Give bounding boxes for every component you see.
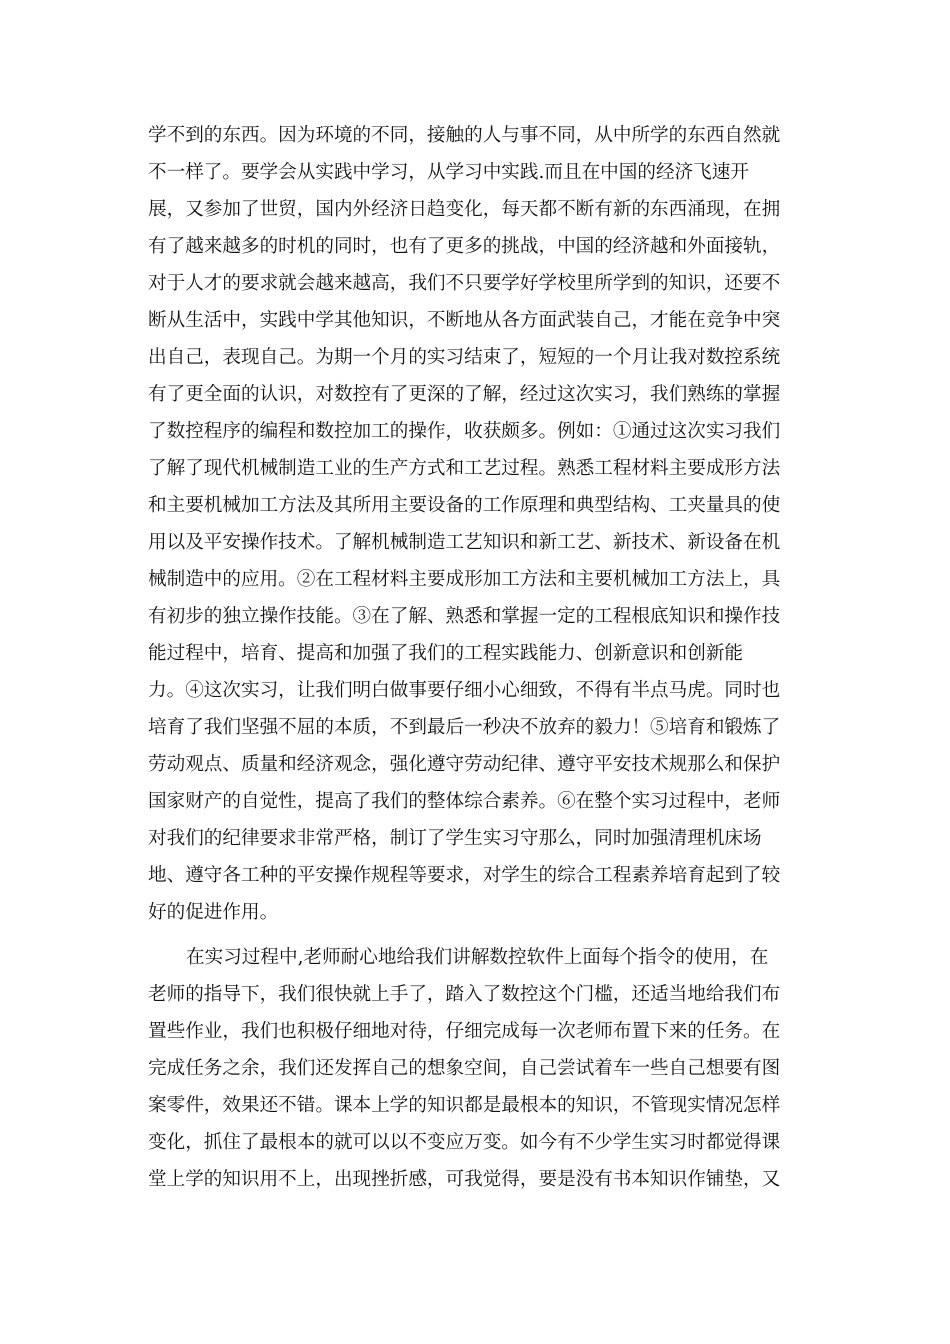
paragraph-line: 力。④这次实习，让我们明白做事要仔细小心细致，不得有半点马虎。同时也 bbox=[148, 680, 781, 701]
paragraph-line: 劳动观点、质量和经济观念，强化遵守劳动纪律、遵守平安技术规那么和保护 bbox=[148, 754, 781, 775]
paragraph-line: 对于人才的要求就会越来越高，我们不只要学好学校里所学到的知识，还要不 bbox=[148, 273, 781, 294]
paragraph-line: 有了越来越多的时机的同时，也有了更多的挑战，中国的经济越和外面接轨， bbox=[148, 236, 781, 257]
paragraph-line: 案零件，效果还不错。课本上学的知识都是最根本的知识，不管现实情况怎样 bbox=[148, 1095, 781, 1116]
paragraph-line: 和主要机械加工方法及其所用主要设备的工作原理和典型结构、工夹量具的使 bbox=[148, 495, 781, 516]
paragraph-line: 变化，抓住了最根本的就可以以不变应万变。如今有不少学生实习时都觉得课 bbox=[148, 1132, 781, 1153]
paragraph-line: 置些作业，我们也积极仔细地对待，仔细完成每一次老师布置下来的任务。在 bbox=[148, 1021, 781, 1042]
paragraph-line: 出自己，表现自己。为期一个月的实习结束了，短短的一个月让我对数控系统 bbox=[148, 347, 781, 368]
paragraph-line: 对我们的纪律要求非常严格，制订了学生实习守那么，同时加强清理机床场 bbox=[148, 828, 762, 849]
paragraph-line: 地、遵守各工种的平安操作规程等要求，对学生的综合工程素养培育起到了较 bbox=[148, 865, 781, 886]
paragraph-line: 断从生活中，实践中学其他知识，不断地从各方面武装自己，才能在竞争中突 bbox=[148, 310, 781, 331]
paragraph-line: 老师的指导下，我们很快就上手了，踏入了数控这个门槛，还适当地给我们布 bbox=[148, 984, 781, 1005]
paragraph-line: 了解了现代机械制造工业的生产方式和工艺过程。熟悉工程材料主要成形方法 bbox=[148, 458, 781, 479]
paragraph-line: 有初步的独立操作技能。③在了解、熟悉和掌握一定的工程根底知识和操作技 bbox=[148, 606, 781, 627]
paragraph-line: 堂上学的知识用不上，出现挫折感，可我觉得，要是没有书本知识作铺垫，又 bbox=[148, 1169, 781, 1190]
paragraph-line: 培育了我们坚强不屈的本质，不到最后一秒决不放弃的毅力！⑤培育和锻炼了 bbox=[148, 717, 781, 738]
paragraph-line: 有了更全面的认识，对数控有了更深的了解，经过这次实习，我们熟练的掌握 bbox=[148, 384, 781, 405]
paragraph-line: 在实习过程中,老师耐心地给我们讲解数控软件上面每个指令的使用，在 bbox=[186, 947, 769, 968]
paragraph-line: 国家财产的自觉性，提高了我们的整体综合素养。⑥在整个实习过程中，老师 bbox=[148, 791, 781, 812]
paragraph-line: 展，又参加了世贸，国内外经济日趋变化，每天都不断有新的东西涌现，在拥 bbox=[148, 199, 781, 220]
paragraph-line: 好的促进作用。 bbox=[148, 902, 279, 923]
paragraph-line: 械制造中的应用。②在工程材料主要成形加工方法和主要机械加工方法上，具 bbox=[148, 569, 781, 590]
paragraph-line: 不一样了。要学会从实践中学习，从学习中实践.而且在中国的经济飞速开 bbox=[148, 162, 749, 183]
paragraph-line: 用以及平安操作技术。了解机械制造工艺知识和新工艺、新技术、新设备在机 bbox=[148, 532, 781, 553]
paragraph-line: 完成任务之余，我们还发挥自己的想象空间，自己尝试着车一些自己想要有图 bbox=[148, 1058, 781, 1079]
paragraph-line: 了数控程序的编程和数控加工的操作，收获颇多。例如：①通过这次实习我们 bbox=[148, 421, 781, 442]
paragraph-line: 能过程中，培育、提高和加强了我们的工程实践能力、创新意识和创新能 bbox=[148, 643, 744, 664]
paragraph-line: 学不到的东西。因为环境的不同，接触的人与事不同，从中所学的东西自然就 bbox=[148, 125, 781, 146]
